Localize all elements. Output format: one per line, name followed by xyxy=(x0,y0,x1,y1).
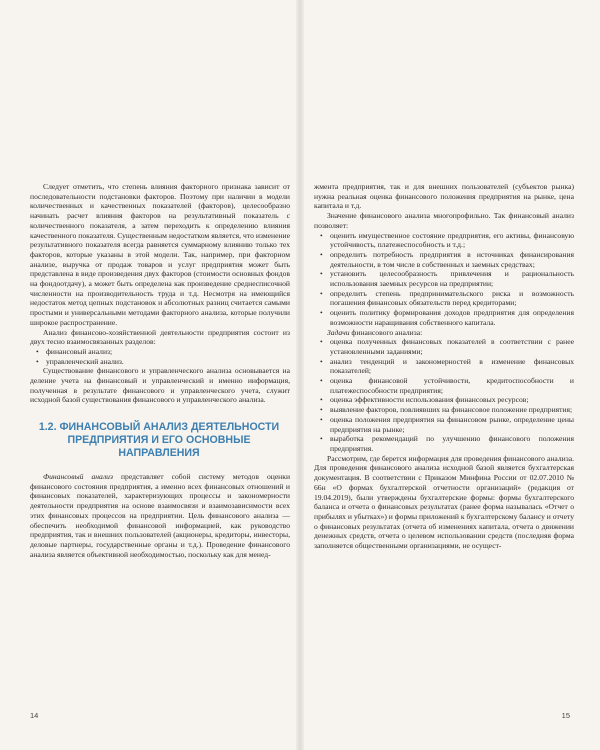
right-paragraph-4: Рассмотрим, где берется информация для проведения финансового анализа. Для проведения финансового анализа исходной базой является бухгалтерская документация. В соответствии с Приказом Минфина России от 02.07.2010 № 66н «О формах бухгалтерской отчетности организаций» (редакция от 19.04.2019), были утверждены бухгалтерские формы: формы бухгалтерского баланса и отчета о финансовых результатах (ранее форма называлась «Отчет о прибылях и убытках») и формы приложений к бухгалтерскому балансу и отчету о финансовых результатах (отчета об изменениях капитала, отчета о движении денежных средств, отчета о целевом использовании средств (последняя форма заполняется общественными организациями, не осущест- xyxy=(314,453,574,551)
paragraph-text: финансового анализа: xyxy=(349,327,423,337)
left-paragraph-1: Следует отметить, что степень влияния факторного признака зависит от последовательности подстановки факторов. Поэтому при наличии в модели количественных и качественных показателей (факторов), целесообразно начинать расчет влияния факторов на результативный показатель с количественного показателя, а затем переходить к определению влияния качественного показателя. Существенным недостатком является, что изменение результативного показателя всегда равняется суммарному влиянию только тех факторов, которые указаны в этой модели. Так, например, при факторном анализе, выручка от продаж товаров и услуг предприятия может быть представлена в виде произведения двух факторов (стоимости основных фондов на фондоотдачу), а может быть определена как произведение среднесписочной численности на производительность труда и т.д. Несмотря на имеющийся недостаток метод цепных подстановок и абсолютных разниц считается самыми простыми и универсальными методами факторного анализа, которые получили широкое распространение. xyxy=(30,182,290,327)
list-item: • выработка рекомендаций по улучшению финансового положения предприятия. xyxy=(314,434,574,453)
book-gutter xyxy=(296,0,304,750)
analysis-tasks-list xyxy=(314,337,574,453)
left-paragraph-4 xyxy=(30,472,290,559)
list-item: • определить степень предпринимательского риска и возможность погашения финансовых обязательств перед кредиторами; xyxy=(314,289,574,308)
left-paragraph-3: Существование финансового и управленческого анализа основывается на деление учета на финансовый и управленческий и именно информация, полученная в результате финансового и управленческого учета, служит исходной базой существования финансового и управленческого анализа. xyxy=(30,366,290,405)
list-item: • выявление факторов, повлиявших на финансовое положение предприятия; xyxy=(314,405,574,415)
left-list xyxy=(30,347,290,366)
left-page xyxy=(0,0,296,750)
list-item: • анализ тенденций и закономерностей в изменение финансовых показателей; xyxy=(314,357,574,376)
list-item: • установить целесообразность привлечения и рациональность использования заемных ресурсов на предприятии; xyxy=(314,269,574,288)
heading-line: НАПРАВЛЕНИЯ xyxy=(118,447,200,459)
page-number: 14 xyxy=(30,711,39,720)
list-item: • финансовый анализ; xyxy=(30,347,290,357)
section-heading xyxy=(30,421,288,460)
list-item: • оценка полученных финансовых показателей в соответствии с ранее установленными заданиями; xyxy=(314,337,574,356)
analysis-capabilities-list xyxy=(314,231,574,328)
right-page xyxy=(304,0,600,750)
list-item: • оценка эффективности использования финансовых ресурсов; xyxy=(314,395,574,405)
heading-line: ПРЕДПРИЯТИЯ И ЕГО ОСНОВНЫЕ xyxy=(67,434,251,446)
list-item: • определить потребность предприятия в источниках финансирования деятельности, в том числе в собственных и заемных средствах; xyxy=(314,250,574,269)
left-text-top xyxy=(30,182,290,405)
term-financial-analysis: Финансовый анализ xyxy=(43,472,113,481)
left-text-bottom xyxy=(30,472,290,559)
right-text xyxy=(314,182,574,551)
list-item: • оценка финансовой устойчивости, кредитоспособности и платежеспособности предприятия; xyxy=(314,376,574,395)
list-item: • оценка положения предприятия на финансовом рынке, определение цены предприятия на рынке; xyxy=(314,415,574,434)
list-item: • управленческий анализ. xyxy=(30,357,290,367)
paragraph-text: представляет собой систему методов оценки финансового состояния предприятия, а именно всех финансовых отношений и финансовых показателей, характеризующих процессы и закономерности деятельности предприятия на основе взаимосвязи и взаимозависимости всех этих финансовых процессов на предприятии. Цель финансового анализа — обеспечить необходимой финансовой информацией, как руководство предприятия, так и внешних пользователей (акционеры, кредиторы, инвесторы, деловые партнеры, государственные органы и т.д.). Проведение финансового анализа является объективной необходимостью, поскольку как для менед- xyxy=(30,472,291,559)
heading-line: 1.2. ФИНАНСОВЫЙ АНАЛИЗ ДЕЯТЕЛЬНОСТИ xyxy=(38,421,280,433)
list-item: • оценить имущественное состояние предприятия, его активы, финансовую устойчивость, платежеспособность и т.д.; xyxy=(314,231,574,250)
right-paragraph-1: жмента предприятия, так и для внешних пользователей (субъектов рынка) нужна реальная оценка финансового положения предприятия на рынке, цена капитала и т.д. xyxy=(314,182,574,211)
term-tasks: Задачи xyxy=(327,327,350,337)
page-number: 15 xyxy=(561,711,570,720)
list-item: • оценить политику формирования доходов предприятия для определения возможности наращивания собственного капитала. xyxy=(314,308,574,327)
left-paragraph-2: Анализ финансово-хозяйственной деятельности предприятия состоит из двух тесно взаимосвязанных разделов: xyxy=(30,327,290,347)
right-paragraph-2: Значение финансового анализа многопрофильно. Так финансовый анализ позволяет: xyxy=(314,211,574,230)
right-paragraph-3 xyxy=(314,328,574,338)
